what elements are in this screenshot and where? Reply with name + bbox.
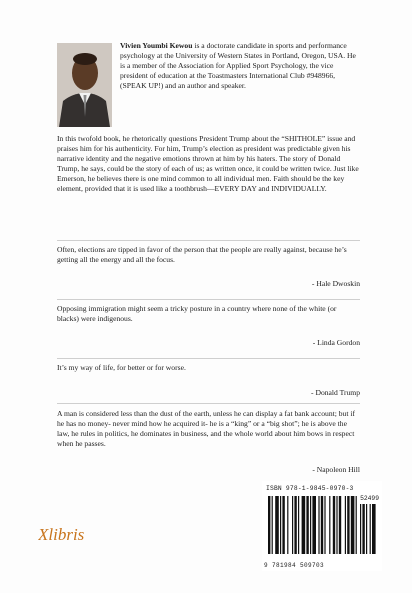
barcode-bar	[345, 496, 346, 554]
quote-author: - Hale Dwoskin	[311, 279, 360, 288]
barcode-bars	[266, 494, 378, 558]
publisher-logo-text: Xlibris	[38, 525, 85, 544]
barcode-bar	[280, 496, 281, 554]
isbn-barcode	[262, 481, 382, 571]
price-code: 52499	[360, 495, 379, 502]
isbn-text: ISBN 978-1-9845-0970-3	[266, 485, 354, 492]
barcode-bar	[351, 496, 355, 554]
quote-block	[57, 409, 360, 481]
quote-text: It’s my way of life, for better or for worse.	[57, 363, 186, 372]
barcode-bar	[321, 496, 323, 554]
barcode-addon-bar	[370, 504, 371, 554]
barcode-addon-bar	[362, 504, 364, 554]
barcode-bar	[287, 496, 288, 554]
barcode-bar	[339, 496, 341, 554]
author-bio	[120, 41, 360, 91]
barcode-bar	[318, 496, 319, 554]
barcode-bar	[268, 496, 270, 554]
barcode-bar	[333, 496, 335, 554]
barcode-bar	[294, 496, 296, 554]
barcode-bar	[310, 496, 311, 554]
quote-text: A man is considered less than the dust of the earth, unless he can display a fat bank account; but if he has no money- never mind how he acquired it- he is a “king” or a “big shot”; he is above the law, he rules in politics, he dominates in business, and the whole world about him bows in respect when he passes.	[57, 409, 355, 448]
quote-author: - Donald Trump	[311, 388, 360, 397]
quote-author: - Napoleon Hill	[312, 465, 360, 474]
barcode-bar	[324, 496, 325, 554]
barcode-bar	[306, 496, 308, 554]
barcode-bar	[298, 496, 299, 554]
barcode-bar	[282, 496, 284, 554]
quote-text: Opposing immigration might seem a tricky posture in a country where none of the white (or blacks) were indigenous.	[57, 304, 337, 323]
divider	[57, 240, 360, 241]
barcode-bar	[302, 496, 306, 554]
barcode-bar	[347, 496, 349, 554]
barcode-addon-bar	[366, 504, 367, 554]
barcode-bar	[272, 496, 273, 554]
barcode-bar	[336, 496, 337, 554]
quote-author: - Linda Gordon	[312, 338, 360, 347]
barcode-bar	[312, 496, 316, 554]
quote-text: Often, elections are tipped in favor of the person that the people are really against, because he’s getting all the energy and all the focus.	[57, 245, 347, 264]
barcode-addon-bar	[372, 504, 376, 554]
divider	[57, 403, 360, 404]
barcode-bar	[329, 496, 330, 554]
barcode-addon-bar	[360, 504, 361, 554]
author-bio-text: is a doctorate candidate in sports and performance psychology at the University of Western States in Portland, Oregon, USA. He is a member of the Association for Applied Sport Psychology, the vice president of education at the Toastmasters International Club #948966, (SPEAK UP!) and an author and speaker.	[120, 41, 356, 90]
barcode-bar	[356, 496, 357, 554]
divider	[57, 299, 360, 300]
author-photo	[57, 43, 112, 127]
divider	[57, 358, 360, 359]
publisher-logo	[38, 523, 118, 545]
quote-block	[57, 363, 360, 399]
barcode-bar	[292, 496, 293, 554]
quote-block	[57, 304, 360, 356]
quote-block	[57, 245, 360, 293]
barcode-digits: 9 781984 509703	[264, 562, 325, 569]
barcode-bar	[275, 496, 279, 554]
book-summary: In this twofold book, he rhetorically questions President Trump about the “SHITHOLE” issue and praises him for his authenticity. For him, Trump’s election as president was predictable given his narrative identity and the negative emotions thrown at him by his haters. The story of Donald Trump, he says, could be the story of each of us; as written once, it could be written twice. Just like Emerson, he believes there is one mind common to all individual men. Faith should be the key element, provided that it is used like a toothbrush—EVERY DAY and INDIVIDUALLY.	[57, 134, 359, 193]
author-name: Vivien Youmbi Kewou	[120, 41, 193, 50]
